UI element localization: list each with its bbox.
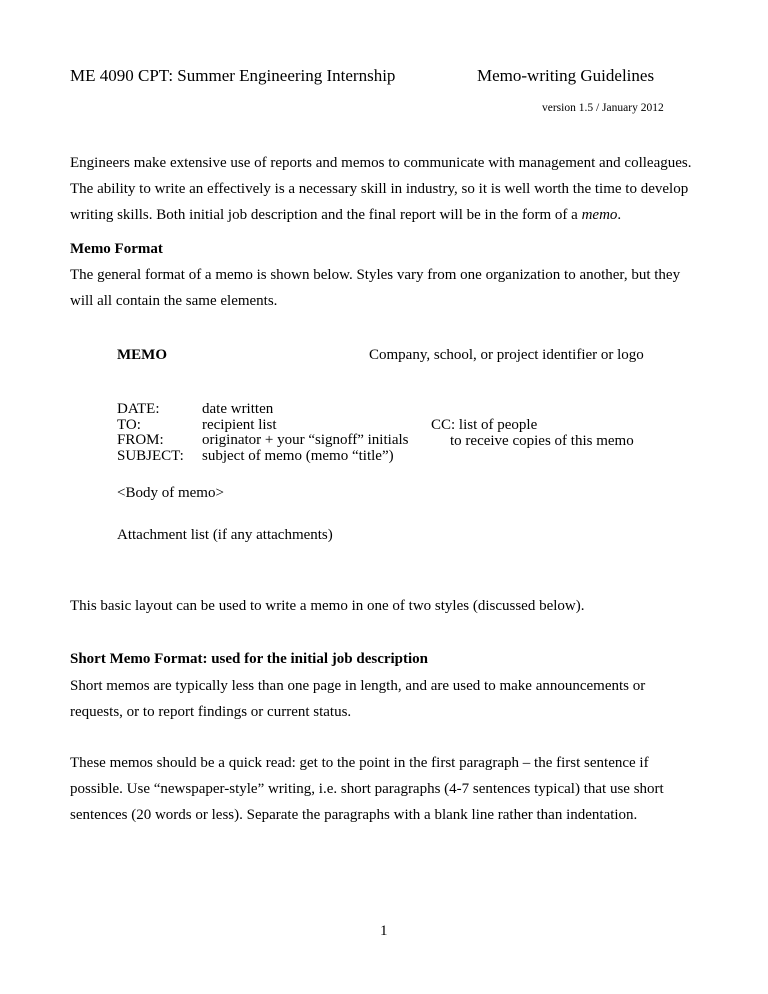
short-memo-paragraph-2 — [70, 750, 664, 828]
date-value: date written — [202, 401, 274, 417]
short-memo-heading: Short Memo Format: used for the initial job description — [70, 651, 429, 667]
to-label: TO: — [117, 416, 141, 433]
intro-line — [70, 202, 691, 228]
example-field-values — [202, 402, 408, 464]
short-memo-line: possible. Use “newspaper-style” writing, i.e. short paragraphs (4-7 sentences typical) that use short — [70, 781, 664, 797]
memo-emphasis: memo — [581, 207, 618, 223]
date-label: DATE: — [117, 401, 160, 417]
short-memo-line: Short memos are typically less than one page in length, and are used to make announcements or — [70, 678, 646, 694]
memo-format-heading: Memo Format — [70, 241, 163, 257]
intro-paragraph — [70, 150, 691, 228]
example-body-placeholder: <Body of memo> — [117, 485, 224, 501]
example-company-identifier: Company, school, or project identifier or logo — [369, 347, 644, 363]
short-memo-line: These memos should be a quick read: get to the point in the first paragraph – the first sentence if — [70, 755, 649, 771]
short-memo-line: requests, or to report findings or current status. — [70, 704, 352, 720]
document-title: Memo-writing Guidelines — [477, 66, 655, 85]
memo-format-line: will all contain the same elements. — [70, 293, 278, 309]
example-attachment-list: Attachment list (if any attachments) — [117, 527, 333, 543]
to-value: recipient list — [202, 416, 277, 433]
intro-line: Engineers make extensive use of reports and memos to communicate with management and colleagues. — [70, 155, 692, 171]
memo-format-paragraph — [70, 262, 680, 314]
intro-line: The ability to write an effectively is a necessary skill in industry, so it is well worth the time to develop — [70, 181, 689, 197]
intro-line-text: writing skills. Both initial job description and the final report will be in the form of a — [70, 207, 582, 223]
cc-description: to receive copies of this memo — [450, 433, 634, 449]
example-field-labels — [117, 402, 184, 464]
short-memo-line: sentences (20 words or less). Separate the paragraphs with a blank line rather than indentation. — [70, 807, 638, 823]
version-label: version 1.5 / January 2012 — [542, 102, 664, 114]
memo-format-line: The general format of a memo is shown below. Styles vary from one organization to another, but they — [70, 267, 681, 283]
course-title: ME 4090 CPT: Summer Engineering Internship — [70, 66, 396, 85]
from-value: originator + your “signoff” initials — [202, 432, 409, 448]
intro-line-punct: . — [617, 207, 622, 223]
cc-label: CC: list of people — [431, 417, 538, 433]
layout-note: This basic layout can be used to write a memo in one of two styles (discussed below). — [70, 598, 585, 614]
subject-value: subject of memo (memo “title”) — [202, 447, 394, 464]
example-memo-label: MEMO — [117, 347, 167, 363]
from-label: FROM: — [117, 432, 164, 448]
short-memo-paragraph-1 — [70, 673, 645, 725]
subject-label: SUBJECT: — [117, 447, 184, 464]
page-number: 1 — [380, 923, 388, 939]
